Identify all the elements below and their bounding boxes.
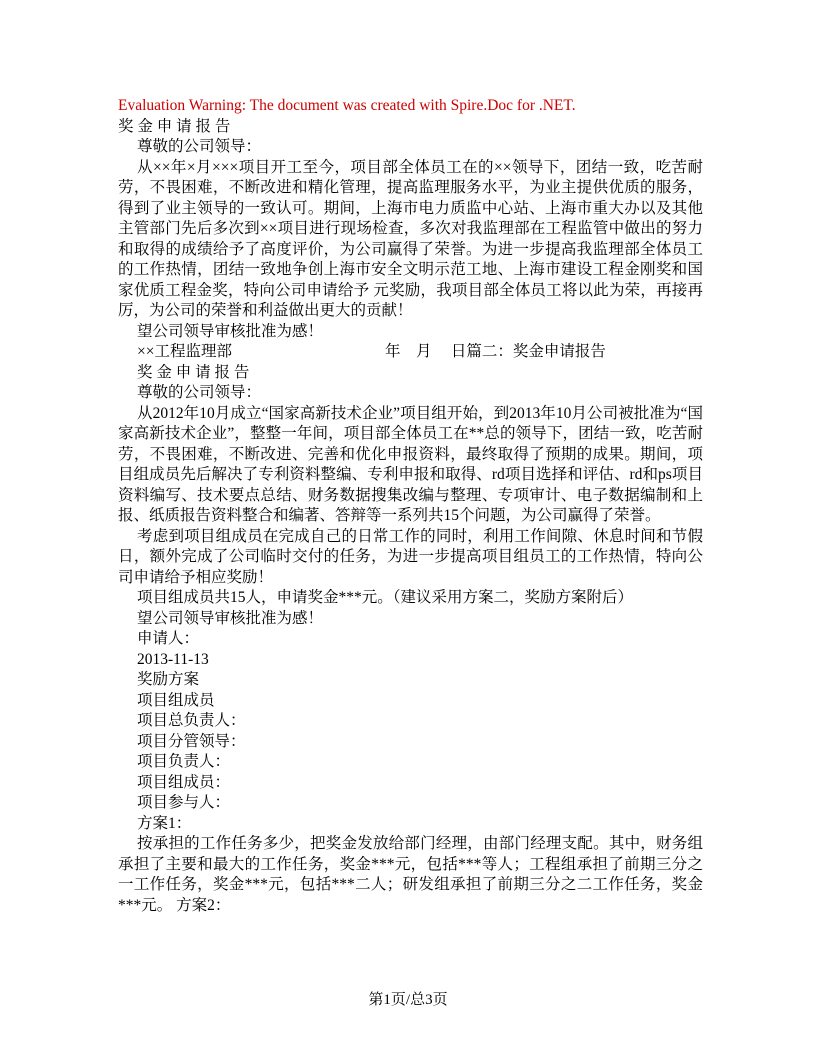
list-item: 项目负责人：: [137, 753, 231, 770]
signature-date: 年 月 日篇二：奖金申请报告: [385, 343, 606, 360]
evaluation-warning: Evaluation Warning: The document was created with Spire.Doc for .NET.: [118, 97, 576, 114]
body-paragraph: 项目组成员共15人，申请奖金***元。（建议采用方案二，奖励方案附后）: [137, 589, 634, 606]
list-item: 项目组成员: [137, 691, 215, 709]
page-footer: 第1页/总3页: [368, 992, 448, 1008]
applicant-label: 申请人：: [137, 630, 200, 647]
signature-line: [118, 342, 703, 363]
list-item: 项目分管领导：: [137, 732, 246, 750]
closing-line-2: 望公司领导审核批准为感！: [137, 609, 324, 627]
body-paragraph: 从2012年10月成立“国家高新技术企业”项目组开始，到2013年10月公司被批准为“国家高新技术企业”，整整一年间，项目部全体员工在**总的领导下，团结一致，吃苦耐劳，不畏困难，不断改进、完善和优化申报资料，最终取得了预期的成果。期间，项目组成员先后解决了专利资料整编、专利申报和取得、rd项目选择和评估、rd和ps项目资料编写、技术要点总结、财务数据搜集改编与整理、专项审计、电子数据编制和上报、纸质报告资料整合和编著、答辩等一系列共15个问题，为公司赢得了荣誉。: [118, 404, 703, 524]
signature-dept: ××工程监理部: [137, 343, 232, 360]
closing-line: 望公司领导审核批准为感！: [137, 322, 324, 340]
list-item: 项目组成员：: [137, 773, 231, 791]
reward-plan-heading: 奖励方案: [137, 671, 200, 688]
body-paragraph: 考虑到项目组成员在完成自己的日常工作的同时，利用工作间隙、休息时间和节假日，额外完成了公司临时交付的任务，为进一步提高项目组员工的工作热情，特向公司申请给予相应奖励！: [118, 527, 703, 586]
list-item: 项目参与人：: [137, 794, 231, 811]
plan-1-heading: 方案1：: [137, 814, 192, 832]
body-paragraph: 从××年×月×××项目开工至今，项目部全体员工在的××领导下，团结一致，吃苦耐劳，不畏困难，不断改进和精化管理，提高监理服务水平，为业主提供优质的服务，得到了业主领导的一致认可。期间，上海市电力质监中心站、上海市重大办以及其他主管部门先后多次到××项目进行现场检查，多次对我监理部在工程监管中做出的努力和取得的成绩给予了高度评价，为公司赢得了荣誉。为进一步提高我监理部全体员工的工作热情，团结一致地争创上海市安全文明示范工地、上海市建设工程金刚奖和国家优质工程金奖，特向公司申请给予 元奖励，我项目部全体员工将以此为荣，再接再厉，为公司的荣誉和利益做出更大的贡献！: [118, 158, 703, 319]
body-paragraph: 按承担的工作任务多少，把奖金发放给部门经理，由部门经理支配。其中，财务组承担了主要和最大的工作任务，奖金***元，包括***等人；工程组承担了前期三分之一工作任务，奖金***元，包括***二人；研发组承担了前期三分之二工作任务，奖金***元。 方案2：: [118, 835, 703, 914]
salutation: 尊敬的公司领导：: [137, 138, 262, 155]
salutation-2: 尊敬的公司领导：: [137, 384, 262, 401]
report-title-2: 奖 金 申 请 报 告: [137, 363, 250, 381]
report-title: 奖 金 申 请 报 告: [118, 117, 231, 135]
application-date: 2013-11-13: [137, 650, 209, 668]
list-item: 项目总负责人：: [137, 712, 246, 729]
document-body: [118, 96, 703, 916]
